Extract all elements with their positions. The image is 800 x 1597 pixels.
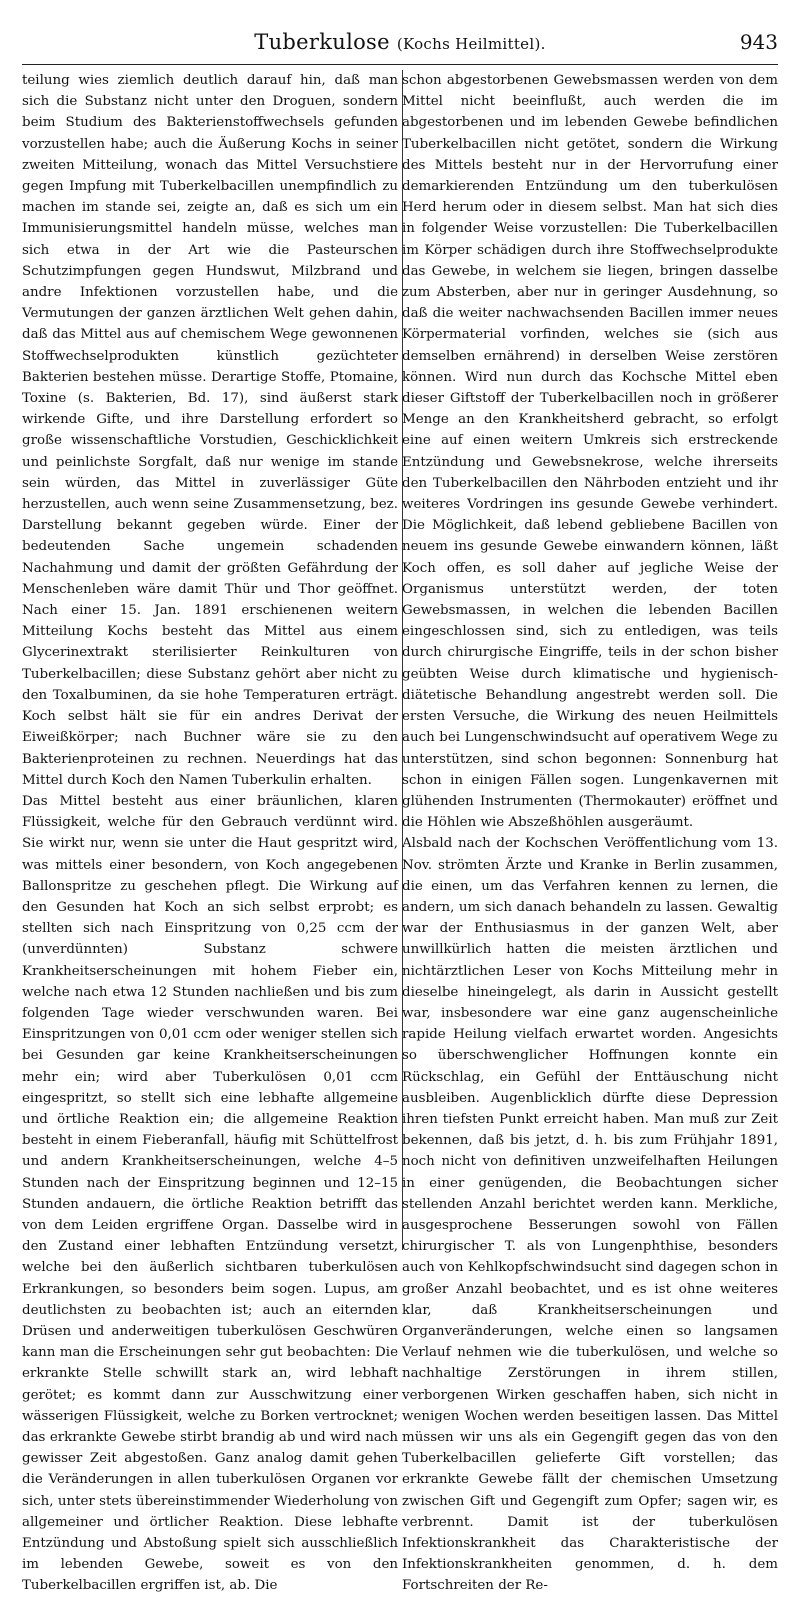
text-columns [22, 70, 778, 1594]
running-title-sub: (Kochs Heilmittel). [396, 35, 546, 53]
right-column [402, 70, 778, 1594]
running-title-main: Tuberkulose [254, 30, 390, 54]
left-paragraph-2: Das Mittel besteht aus einer bräunlichen, klaren Flüssigkeit, welche für den Gebrauch verdünnt wird. Sie wirkt nur, wenn sie unter die Haut gespritzt wird, was mittels einer besondern, von Koch angegebenen Ballonspritze zu geschehen pflegt. Die Wirkung auf den Gesunden hat Koch an sich selbst erprobt; es stellten sich nach Einspritzung von 0,25 ccm der (unverdünnten) Substanz schwere Krankheitserscheinungen mit hohem Fieber ein, welche nach etwa 12 Stunden nachließen und bis zum folgenden Tage wieder verschwunden waren. Bei Einspritzungen von 0,01 ccm oder weniger stellen sich bei Gesunden gar keine Krankheitserscheinungen mehr ein; wird aber Tuberkulösen 0,01 ccm eingespritzt, so stellt sich eine lebhafte allgemeine und örtliche Reaktion ein; die allgemeine Reaktion besteht in einem Fieberanfall, häufig mit Schüttelfrost und andern Krankheitserscheinungen, welche 4–5 Stunden nach der Einspritzung beginnen und 12–15 Stunden andauern, die örtliche Reaktion betrifft das von dem Leiden ergriffene Organ. Dasselbe wird in den Zustand einer lebhaften Entzündung versetzt, welche bei den äußerlich sichtbaren tuberkulösen Erkrankungen, so besonders beim sogen. Lupus, am deutlichsten zu beobachten ist; auch an eiternden Drüsen und anderweitigen tuberkulösen Geschwüren kann man die Erscheinungen sehr gut beobachten: Die erkrankte Stelle schwillt stark an, wird lebhaft gerötet; es kommt dann zur Ausschwitzung einer wässerigen Flüssigkeit, welche zu Borken vertrocknet; das erkrankte Gewebe stirbt brandig ab und wird nach gewisser Zeit abgestoßen. Ganz analog damit gehen die Veränderungen in allen tuberkulösen Organen vor sich, unter stets übereinstimmender Wiederholung von allgemeiner und örtlicher Reaktion. Diese lebhafte Entzündung und Abstoßung spielt sich ausschließlich im lebenden Gewebe, soweit es von den Tuberkelbacillen ergriffen ist, ab. Die [22, 793, 398, 1594]
left-paragraph-1: teilung wies ziemlich deutlich darauf hin, daß man sich die Substanz nicht unter den Droguen, sondern beim Studium des Bakterienstoffwechsels gefunden vorzustellen habe; auch die Äußerung Kochs in seiner zweiten Mitteilung, wonach das Mittel Versuchstiere gegen Impfung mit Tuberkelbacillen unempfindlich zu machen im stande sei, zeigte an, daß es sich um ein Immunisierungsmittel handeln müsse, welches man sich etwa in der Art wie die Pasteurschen Schutzimpfungen gegen Hundswut, Milzbrand und andre Infektionen vorzustellen habe, und die Vermutungen der ganzen ärztlichen Welt gehen dahin, daß das Mittel aus auf chemischem Wege gewonnenen Stoffwechselprodukten künstlich gezüchteter Bakterien bestehen müsse. Derartige Stoffe, Ptomaine, Toxine (s. Bakterien, Bd. 17), sind äußerst stark wirkende Gifte, und ihre Darstellung erfordert so große wissenschaftliche Vorstudien, Geschicklichkeit und peinlichste Sorgfalt, daß nur wenige im stande sein würden, das Mittel in zuverlässiger Güte herzustellen, auch wenn seine Zusammensetzung, bez. Darstellung bekannt gegeben würde. Einer der bedeutenden Sache ungemein schadenden Nachahmung und damit der größten Gefährdung der Menschenleben wäre damit Thür und Thor geöffnet. Nach einer 15. Jan. 1891 erschienenen weitern Mitteilung Kochs besteht das Mittel aus einem Glycerinextrakt sterilisierter Reinkulturen von Tuberkelbacillen; diese Substanz gehört aber nicht zu den Toxalbuminen, da sie hohe Temperaturen erträgt. Koch selbst hält sie für ein andres Derivat der Eiweißkörper; nach Buchner wäre sie zu den Bakterienproteinen zu rechnen. Neuerdings hat das Mittel durch Koch den Namen Tuberkulin erhalten. [22, 73, 398, 788]
running-title [22, 30, 778, 54]
page-number: 943 [739, 30, 778, 54]
right-paragraph-1: schon abgestorbenen Gewebsmassen werden von dem Mittel nicht beeinflußt, auch werden die im abgestorbenen und im lebenden Gewebe befindlichen Tuberkelbacillen nicht getötet, sondern die Wirkung des Mittels besteht nur in der Hervorrufung einer demarkierenden Entzündung um den tuberkulösen Herd herum oder in diesem selbst. Man hat sich dies in folgender Weise vorzustellen: Die Tuberkelbacillen im Körper schädigen durch ihre Stoffwechselprodukte das Gewebe, in welchem sie liegen, bringen dasselbe zum Absterben, aber nur in geringer Ausdehnung, so daß die weiter nachwachsenden Bacillen immer neues Körpermaterial vorfinden, welches sie (sich aus demselben ernährend) in derselben Weise zerstören können. Wird nun durch das Kochsche Mittel eben dieser Giftstoff der Tuberkelbacillen noch in größerer Menge an den Krankheitsherd gebracht, so erfolgt eine auf einen weitern Umkreis sich erstreckende Entzündung und Gewebsnekrose, welche ihrerseits den Tuberkelbacillen den Nährboden entzieht und ihr weiteres Vordringen ins gesunde Gewebe verhindert. Die Möglichkeit, daß lebend gebliebene Bacillen von neuem ins gesunde Gewebe einwandern können, läßt Koch offen, es soll daher auf jegliche Weise der Organismus unterstützt werden, der toten Gewebsmassen, in welchen die lebenden Bacillen eingeschlossen sind, sich zu entledigen, was teils durch chirurgische Eingriffe, teils in der schon bisher geübten Weise durch klimatische und hygienisch-diätetische Behandlung angestrebt werden soll. Die ersten Versuche, die Wirkung des neuen Heilmittels auch bei Lungenschwindsucht auf operativem Wege zu unterstützen, sind schon begonnen: Sonnenburg hat schon in einigen Fällen sogen. Lungenkavernen mit glühenden Instrumenten (Thermokauter) eröffnet und die Höhlen wie Abszeßhöhlen ausgeräumt. [402, 73, 778, 831]
left-column [22, 70, 398, 1594]
page-header [22, 28, 778, 65]
right-paragraph-2: Alsbald nach der Kochschen Veröffentlichung vom 13. Nov. strömten Ärzte und Kranke in Berlin zusammen, die einen, um das Verfahren kennen zu lernen, die andern, um sich danach behandeln zu lassen. Gewaltig war der Enthusiasmus in der ganzen Welt, aber unwillkürlich hatten die meisten ärztlichen und nichtärztlichen Leser von Kochs Mitteilung mehr in dieselbe hineingelegt, als darin in Aussicht gestellt war, insbesondere war eine ganz augenscheinliche rapide Heilung vielfach erwartet worden. Angesichts so überschwenglicher Hoffnungen konnte ein Rückschlag, ein Gefühl der Enttäuschung nicht ausbleiben. Augenblicklich dürfte diese Depression ihren tiefsten Punkt erreicht haben. Man muß zur Zeit bekennen, daß bis jetzt, d. h. bis zum Frühjahr 1891, noch nicht von definitiven unzweifelhaften Heilungen in einer genügenden, die Beobachtungen sicher stellenden Anzahl berichtet werden kann. Merkliche, ausgesprochene Besserungen sowohl von Fällen chirurgischer T. als von Lungenphthise, besonders auch von Kehlkopfschwindsucht sind dagegen schon in großer Anzahl beobachtet, und es ist ohne weiteres klar, daß Krankheitserscheinungen und Organveränderungen, welche einen so langsamen Verlauf nehmen wie die tuberkulösen, und welche so nachhaltige Zerstörungen in ihrem stillen, verborgenen Wirken geschaffen haben, sich nicht in wenigen Wochen werden beseitigen lassen. Das Mittel müssen wir uns als ein Gegengift gegen das von den Tuberkelbacillen gelieferte Gift vorstellen; das erkrankte Gewebe fällt der chemischen Umsetzung zwischen Gift und Gegengift zum Opfer; sagen wir, es verbrennt. Damit ist der tuberkulösen Infektionskrankheit das Charakteristische der Infektionskrankheiten genommen, d. h. dem Fortschreiten der Re- [402, 836, 778, 1594]
